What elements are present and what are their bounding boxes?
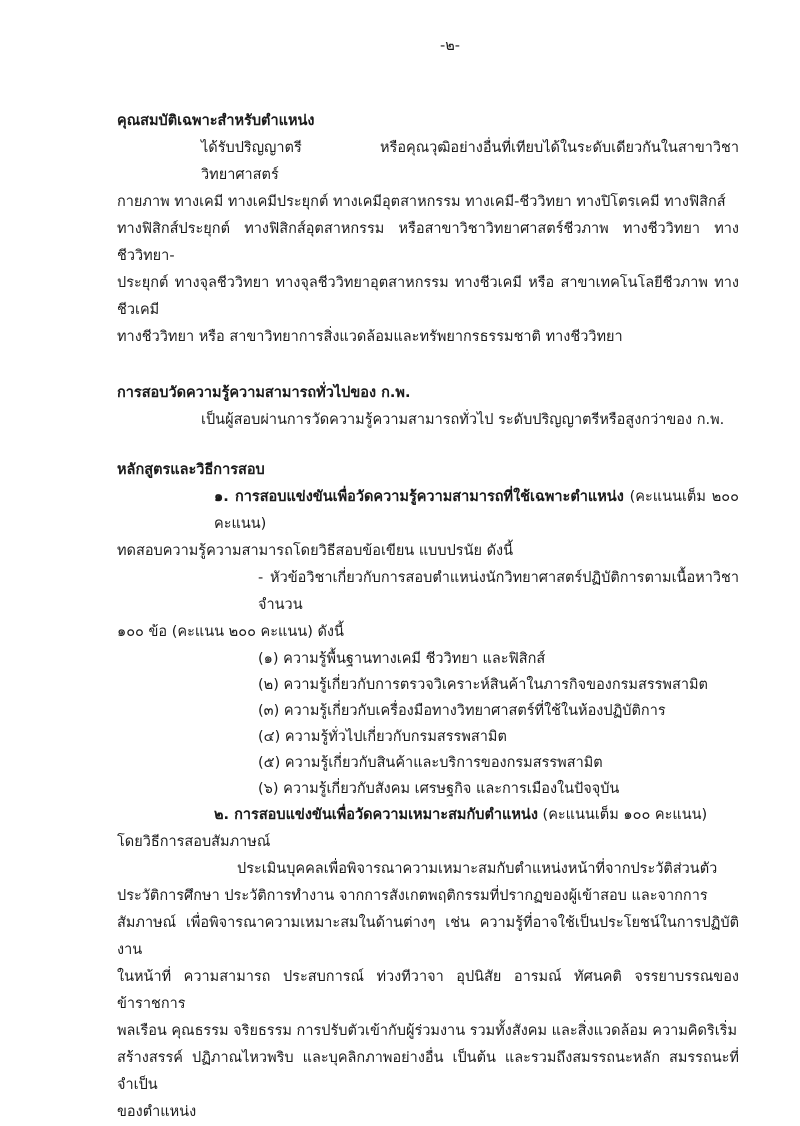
part1-line: ๑๐๐ ข้อ (คะแนน ๒๐๐ คะแนน) ดังนี้: [117, 624, 344, 640]
subject-item: (๒) ความรู้เกี่ยวกับการตรวจวิเคราะห์สินค้าในภารกิจของกรมสรรพสามิต: [258, 677, 708, 693]
subject-item: (๓) ความรู้เกี่ยวกับเครื่องมือทางวิทยาศาสตร์ที่ใช้ในห้องปฏิบัติการ: [258, 703, 666, 719]
part2-title-row: [117, 802, 739, 829]
interview-line: ในหน้าที่ ความสามารถ ประสบการณ์ ท่วงทีวาจา อุปนิสัย อารมณ์ ทัศนคติ จรรยาบรรณของข้าราชการ: [117, 969, 739, 1012]
part1-line: - หัวข้อวิชาเกี่ยวกับการสอบตำแหน่งนักวิทยาศาสตร์ปฏิบัติการตามเนื้อหาวิชาจำนวน: [258, 570, 739, 613]
part2-title: ๒. การสอบแข่งขันเพื่อวัดความเหมาะสมกับตำแหน่ง: [214, 807, 538, 823]
qualification-line: กายภาพ ทางเคมี ทางเคมีประยุกต์ ทางเคมีอุตสาหกรรม ทางเคมี-ชีววิทยา ทางปิโตรเคมี ทางฟิสิกส์: [117, 194, 726, 210]
subject-item: (๖) ความรู้เกี่ยวกับสังคม เศรษฐกิจ และการเมืองในปัจจุบัน: [258, 781, 620, 797]
interview-line: ของตำแหน่ง: [117, 1104, 197, 1120]
document-body: [117, 108, 739, 1126]
page-number: -๒-: [439, 38, 461, 54]
interview-line: สร้างสรรค์ ปฏิภาณไหวพริบ และบุคลิกภาพอย่างอื่น เป็นต้น และรวมถึงสมรรถนะหลัก สมรรถนะที่จำเป็น: [117, 1050, 739, 1093]
subject-item: (๔) ความรู้ทั่วไปเกี่ยวกับกรมสรรพสามิต: [258, 729, 507, 745]
part2-score: (คะแนนเต็ม ๑๐๐ คะแนน): [542, 807, 708, 823]
qualification-line: ทางฟิสิกส์ประยุกต์ ทางฟิสิกส์อุตสาหกรรม หรือสาขาวิชาวิทยาศาสตร์ชีวภาพ ทางชีววิทยา ทางชีววิทยา-: [117, 221, 739, 264]
general-exam-heading: การสอบวัดความรู้ความสามารถทั่วไปของ ก.พ.: [117, 385, 411, 401]
qualification-line: ทางชีววิทยา หรือ สาขาวิทยาการสิ่งแวดล้อมและทรัพยากรธรรมชาติ ทางชีววิทยา: [117, 329, 623, 345]
subject-item: (๑) ความรู้พื้นฐานทางเคมี ชีววิทยา และฟิสิกส์: [258, 651, 546, 667]
curriculum-heading: หลักสูตรและวิธีการสอบ: [117, 462, 265, 478]
part1-title: ๑. การสอบแข่งขันเพื่อวัดความรู้ความสามารถที่ใช้เฉพาะตำแหน่ง: [214, 489, 624, 505]
part1-title-row: [117, 484, 739, 538]
interview-line: สัมภาษณ์ เพื่อพิจารณาความเหมาะสมในด้านต่างๆ เช่น ความรู้ที่อาจใช้เป็นประโยชน์ในการปฏิบัติงาน: [117, 915, 739, 958]
part1-line: ทดสอบความรู้ความสามารถโดยวิธีสอบข้อเขียน แบบปรนัย ดังนี้: [117, 543, 514, 559]
subject-item: (๕) ความรู้เกี่ยวกับสินค้าและบริการของกรมสรรพสามิต: [258, 755, 603, 771]
part1-score: (คะแนนเต็ม ๒๐๐ คะแนน): [214, 489, 739, 532]
part2-line: โดยวิธีการสอบสัมภาษณ์: [117, 834, 271, 850]
interview-line: พลเรือน คุณธรรม จริยธรรม การปรับตัวเข้ากับผู้ร่วมงาน รวมทั้งสังคม และสิ่งแวดล้อม ความคิดริเริ่ม: [117, 1023, 738, 1039]
interview-line: ประวัติการศึกษา ประวัติการทำงาน จากการสังเกตพฤติกรรมที่ปรากฏของผู้เข้าสอบ และจากการ: [117, 888, 708, 904]
qualification-line: ได้รับปริญญาตรี หรือคุณวุฒิอย่างอื่นที่เทียบได้ในระดับเดียวกันในสาขาวิชาวิทยาศาสตร์: [201, 140, 739, 183]
general-exam-line: เป็นผู้สอบผ่านการวัดความรู้ความสามารถทั่วไป ระดับปริญญาตรีหรือสูงกว่าของ ก.พ.: [201, 412, 725, 428]
interview-line: ประเมินบุคคลเพื่อพิจารณาความเหมาะสมกับตำแหน่งหน้าที่จากประวัติส่วนตัว: [237, 861, 718, 877]
qualification-heading: คุณสมบัติเฉพาะสำหรับตำแหน่ง: [117, 113, 315, 129]
qualification-line: ประยุกต์ ทางจุลชีววิทยา ทางจุลชีววิทยาอุตสาหกรรม ทางชีวเคมี หรือ สาขาเทคโนโลยีชีวภาพ ทางชีวเคมี: [117, 275, 739, 318]
